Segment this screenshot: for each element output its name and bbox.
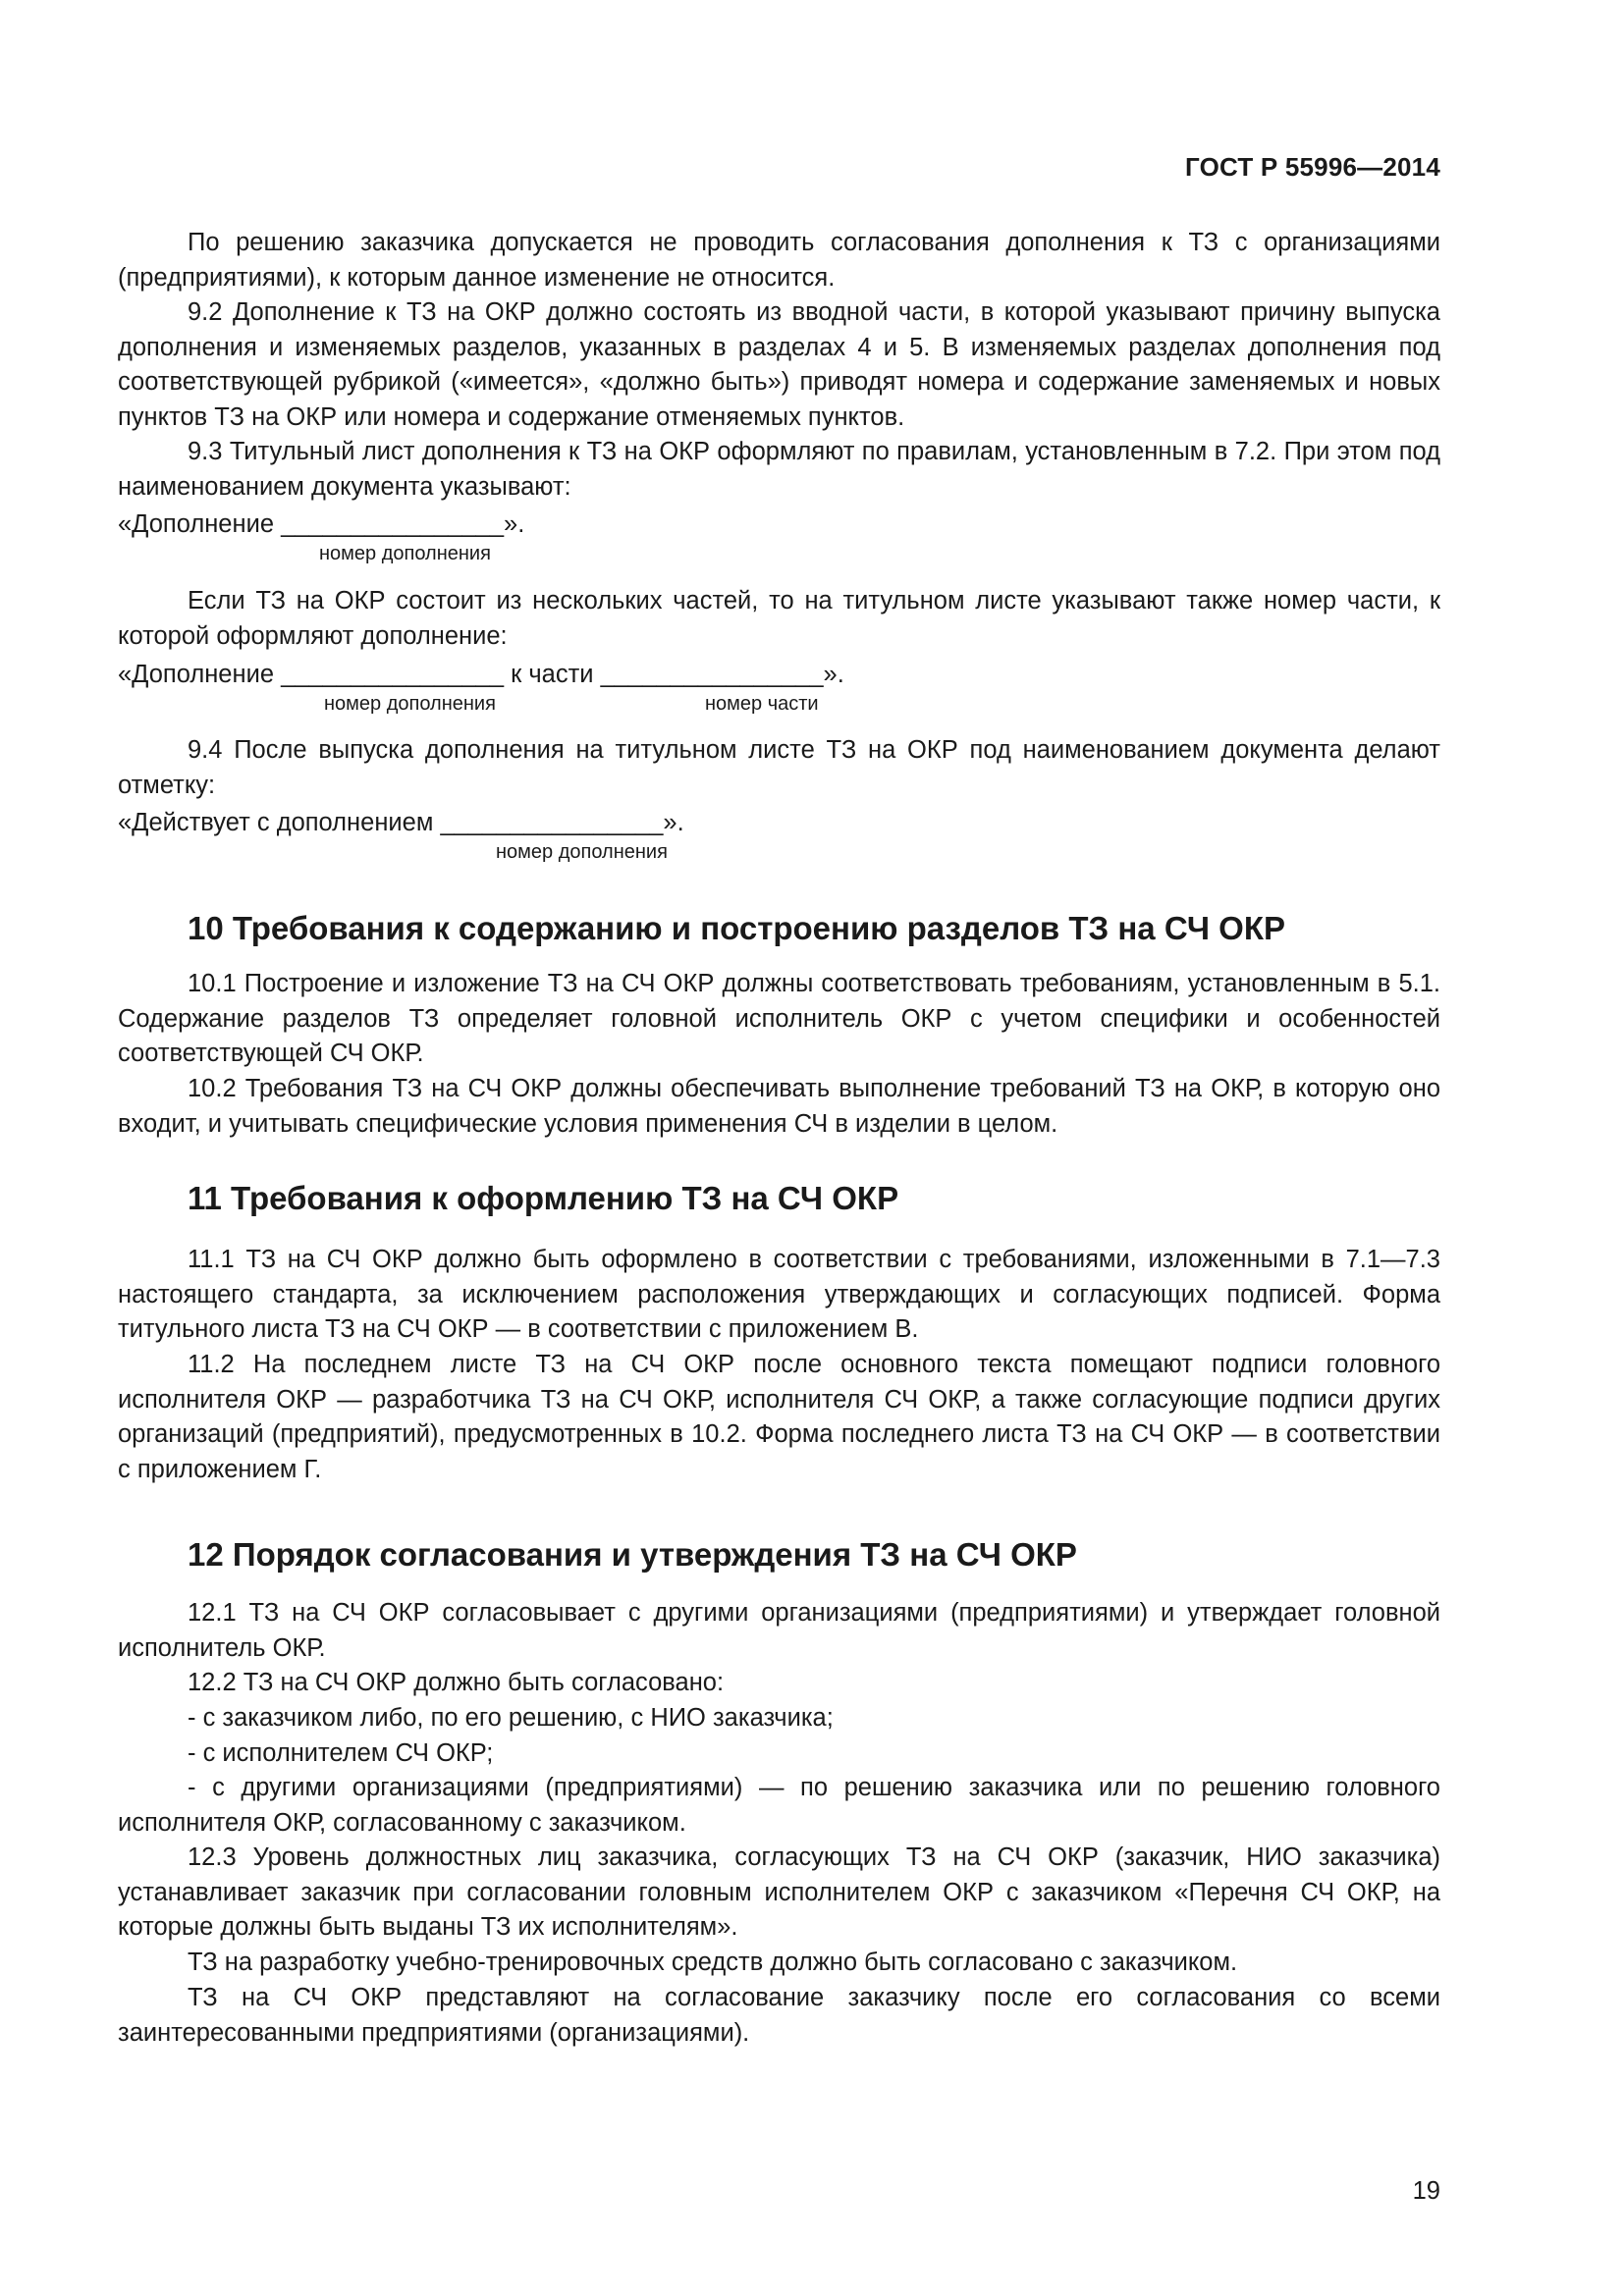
paragraph-final: ТЗ на СЧ ОКР представляют на согласование заказчику после его согласования со всеми заинтересованными предприятиями (организациями).: [118, 1984, 1440, 2047]
paragraph-9-3: 9.3 Титульный лист дополнения к ТЗ на ОКР оформляют по правилам, установленным в 7.2. При этом под наименованием документа указывают:: [118, 438, 1440, 501]
list-item: - с другими организациями (предприятиями) — по решению заказчика или по решению головного исполнителя ОКР, согласованному с заказчиком.: [118, 1774, 1440, 1837]
paragraph-12-3: 12.3 Уровень должностных лиц заказчика, согласующих ТЗ на СЧ ОКР (заказчик, НИО заказчика) устанавливает заказчик при согласовании головным исполнителем ОКР с заказчиком «Перечня СЧ ОКР, на которые должны быть выданы ТЗ их исполнителям».: [118, 1843, 1440, 1941]
caption-addition-number: номер дополнения: [324, 693, 496, 715]
paragraph-multiple-parts: Если ТЗ на ОКР состоит из нескольких частей, то на титульном листе указывают также номер части, к которой оформляют дополнение:: [118, 587, 1440, 650]
form-line-valid-with-addition: [118, 806, 684, 841]
form-suffix: ».: [663, 809, 684, 836]
paragraph-11-1: 11.1 ТЗ на СЧ ОКР должно быть оформлено в соответствии с требованиями, изложенными в 7.1—7.3 настоящего стандарта, за исключением расположения утверждающих и согласующих подписей. Форма титульного листа ТЗ на СЧ ОКР — в соответствии с приложением В.: [118, 1246, 1440, 1343]
list-item: - с заказчиком либо, по его решению, с НИО заказчика;: [188, 1704, 834, 1732]
form-suffix: ».: [823, 661, 844, 688]
caption-part-number: номер части: [705, 693, 819, 715]
paragraph-9-2: 9.2 Дополнение к ТЗ на ОКР должно состоять из вводной части, в которой указывают причину выпуска дополнения и изменяемых разделов, указанных в разделах 4 и 5. В изменяемых разделах дополнения под соответствующей рубрикой («имеется», «должно быть») приводят номера и содержание заменяемых и новых пунктов ТЗ на ОКР или номера и содержание отменяемых пунктов.: [118, 298, 1440, 431]
form-blank-part: ________________: [600, 661, 824, 688]
paragraph-11-2: 11.2 На последнем листе ТЗ на СЧ ОКР после основного текста помещают подписи головного исполнителя ОКР — разработчика ТЗ на СЧ ОКР, исполнителя СЧ ОКР, а также согласующие подписи других организаций (предприятий), предусмотренных в 10.2. Форма последнего листа ТЗ на СЧ ОКР — в соответствии с приложением Г.: [118, 1351, 1440, 1483]
paragraph-12-1: 12.1 ТЗ на СЧ ОКР согласовывает с другими организациями (предприятиями) и утверждает головной исполнитель ОКР.: [118, 1599, 1440, 1662]
paragraph-10-2: 10.2 Требования ТЗ на СЧ ОКР должны обеспечивать выполнение требований ТЗ на ОКР, в которую оно входит, и учитывать специфические условия применения СЧ в изделии в целом.: [118, 1075, 1440, 1138]
form-line-addition-to-part: [118, 658, 844, 693]
form-prefix: «Действует с дополнением: [118, 809, 434, 836]
section-11-heading: 11 Требования к оформлению ТЗ на СЧ ОКР: [188, 1180, 899, 1216]
paragraph-training-means: ТЗ на разработку учебно-тренировочных средств должно быть согласовано с заказчиком.: [188, 1949, 1238, 1976]
form-blank-addition: ________________: [281, 661, 505, 688]
form-blank: ________________: [440, 809, 664, 836]
paragraph-customer-decision: По решению заказчика допускается не проводить согласования дополнения к ТЗ с организациями (предприятиями), к которым данное изменение не относится.: [118, 229, 1440, 292]
section-10-heading: 10 Требования к содержанию и построению разделов ТЗ на СЧ ОКР: [188, 910, 1286, 946]
list-item: - с исполнителем СЧ ОКР;: [188, 1739, 494, 1767]
page-number: 19: [1412, 2177, 1440, 2205]
document-header: ГОСТ Р 55996—2014: [1185, 152, 1440, 182]
form-suffix: ».: [504, 510, 525, 538]
caption-addition-number: номер дополнения: [319, 543, 491, 564]
form-blank: ________________: [281, 510, 505, 538]
form-prefix: «Дополнение: [118, 510, 275, 538]
paragraph-12-2: 12.2 ТЗ на СЧ ОКР должно быть согласовано:: [188, 1669, 725, 1696]
form-line-addition: [118, 507, 524, 543]
form-prefix: «Дополнение: [118, 661, 275, 688]
form-middle: к части: [511, 661, 594, 688]
caption-addition-number: номер дополнения: [496, 841, 668, 863]
section-12-heading: 12 Порядок согласования и утверждения ТЗ на СЧ ОКР: [188, 1536, 1077, 1573]
paragraph-9-4: 9.4 После выпуска дополнения на титульном листе ТЗ на ОКР под наименованием документа делают отметку:: [118, 736, 1440, 799]
paragraph-10-1: 10.1 Построение и изложение ТЗ на СЧ ОКР должны соответствовать требованиям, установленным в 5.1. Содержание разделов ТЗ определяет головной исполнитель ОКР с учетом специфики и особенностей соответствующей СЧ ОКР.: [118, 970, 1440, 1067]
